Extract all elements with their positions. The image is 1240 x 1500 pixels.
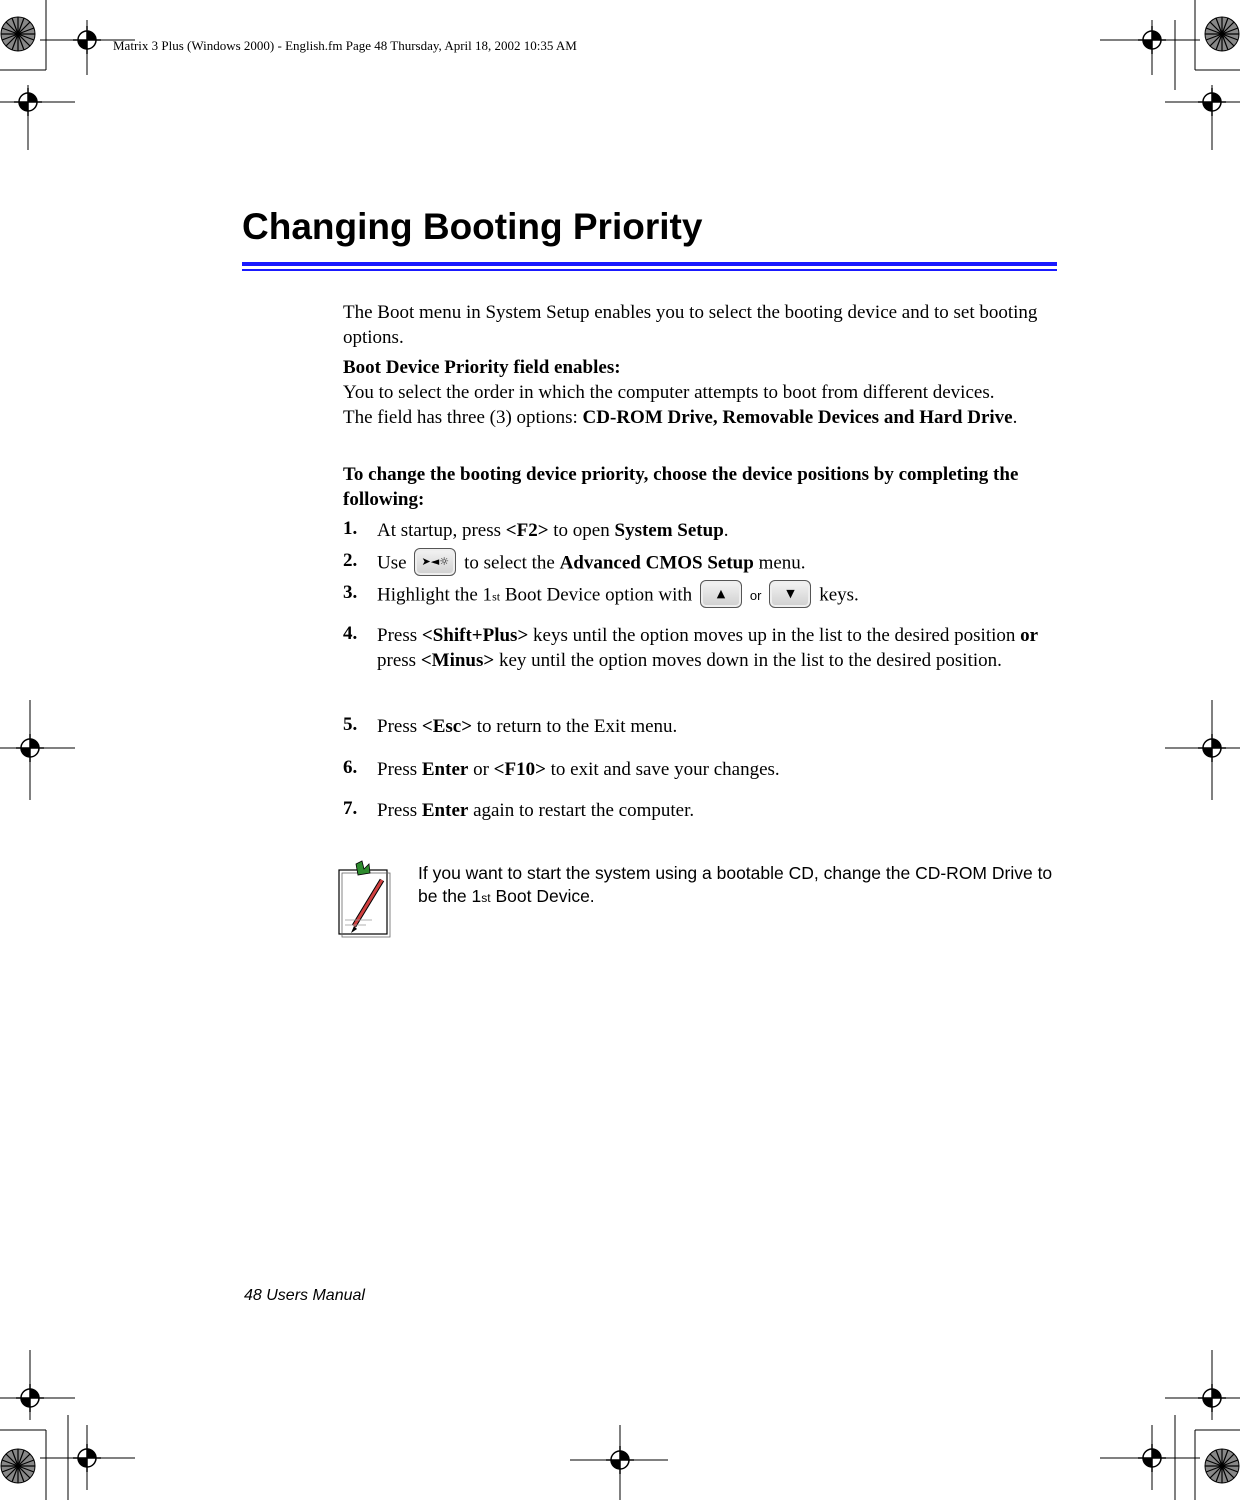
arrow-keys-icon: ➤◄☼ [414,548,456,576]
step-number: 5. [343,714,358,735]
key-label: <Esc> [421,716,473,737]
print-header: Matrix 3 Plus (Windows 2000) - English.fm Page 48 Thursday, April 18, 2002 10:35 AM [113,38,577,53]
title-rule-thick [242,262,1057,266]
step-text-part: to exit and save your changes. [545,759,780,780]
step-text-part: keys. [814,584,859,606]
step-text-part: At startup, press [377,520,506,541]
note-text [418,862,1058,910]
page-title: Changing Booting Priority [242,206,703,247]
note-text-part: Boot Device. [490,886,595,906]
step-text-part: Use [377,552,412,574]
key-label: Enter [421,759,469,780]
emphasis: or [1020,625,1039,646]
key-label: <F10> [493,759,546,780]
key-label: Enter [421,800,469,821]
menu-label: System Setup [614,520,724,541]
step-4-text [377,623,1067,673]
page-footer: 48 Users Manual [244,1287,365,1304]
field-heading: Boot Device Priority field enables: [343,357,621,378]
ordinal-suffix: st [492,589,501,604]
field-options: CD-ROM Drive, Removable Devices and Hard Drive [582,407,1013,428]
or-label: or [749,588,762,604]
field-description [343,355,1063,430]
step-text-part: menu. [753,552,806,574]
step-number: 2. [343,550,358,571]
step-number: 7. [343,798,358,819]
step-text-part: Press [377,759,422,780]
step-text-part: to return to the Exit menu. [472,716,678,737]
step-number: 4. [343,623,358,644]
step-text-part: keys until the option moves up in the list to the desired position [528,625,1021,646]
step-text-part: to open [548,520,615,541]
step-number: 6. [343,757,358,778]
step-5-text [377,714,1067,739]
step-2-text [377,550,1067,578]
note-text-part: If you want to start the system using a bootable CD, change the CD-ROM Drive to be the 1 [418,863,1053,906]
step-6-text [377,757,1067,782]
field-line2-suffix: . [1012,407,1018,428]
field-line1: You to select the order in which the computer attempts to boot from different devices. [343,382,995,403]
procedure-heading-text: To change the booting device priority, choose the device positions by completing the following: [343,464,1019,510]
procedure-heading [343,462,1063,512]
step-text-part: Press [377,716,422,737]
step-text-part: press [377,650,421,671]
note-pencil-icon [336,860,392,938]
step-text-part: to select the [459,552,560,574]
step-7-text [377,798,1067,823]
menu-label: Advanced CMOS Setup [559,552,754,574]
step-text-part: Boot Device option with [500,584,697,606]
step-text-part: or [468,759,494,780]
title-rule-thin [242,269,1057,271]
step-text-part: . [723,520,729,541]
step-text-part: key until the option moves down in the list to the desired position. [494,650,1002,671]
intro-paragraph: The Boot menu in System Setup enables you to select the booting device and to set booting options. [343,302,1038,348]
step-text-part: Press [377,800,422,821]
field-line2-prefix: The field has three (3) options: [343,407,583,428]
step-text-part: Press [377,625,422,646]
step-number: 3. [343,582,358,603]
ordinal-suffix: st [481,891,491,905]
key-label: <Shift+Plus> [421,625,529,646]
step-3-text [377,582,1067,610]
step-1-text [377,518,1067,543]
key-label: <F2> [505,520,549,541]
step-text-part: again to restart the computer. [468,800,695,821]
arrow-down-key-icon: ▼ [769,580,811,608]
arrow-up-key-icon: ▲ [700,580,742,608]
step-number: 1. [343,518,358,539]
step-text-part: Highlight the 1 [377,584,493,606]
key-label: <Minus> [420,650,495,671]
